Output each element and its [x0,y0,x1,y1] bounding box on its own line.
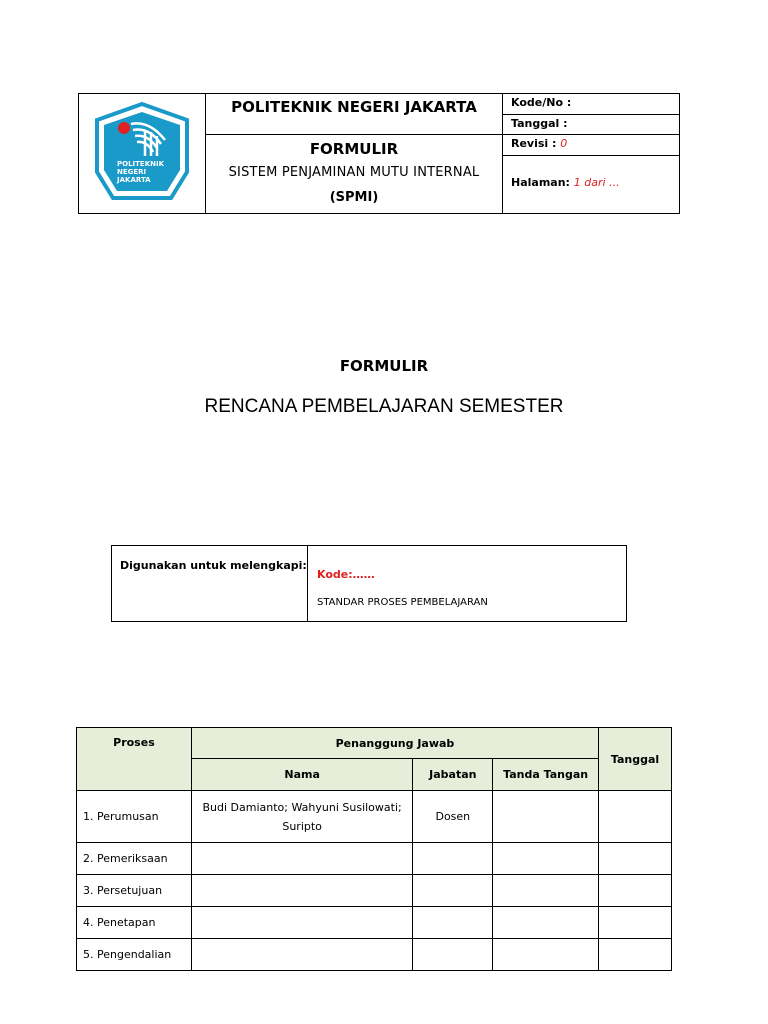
header-meta-cell [503,94,679,213]
header-nama: Nama [191,759,412,791]
row-jabatan: Dosen [413,791,493,843]
revisi-field [511,137,567,150]
header-tanggal: Tanggal [599,728,672,791]
revisi-label: Revisi : [511,137,557,150]
row-nama[interactable] [191,875,412,907]
header-title-cell [206,94,503,213]
system-abbr: (SPMI) [329,190,379,205]
row-tanda-tangan[interactable] [493,875,599,907]
row-nama-line2: Suripto [282,819,322,833]
row-jabatan[interactable] [413,939,493,971]
row-tanda-tangan[interactable] [493,907,599,939]
row-proses: 3. Persetujuan [77,875,192,907]
row-tanggal[interactable] [599,843,672,875]
table-row [77,791,672,843]
halaman-field [511,176,620,189]
halaman-value: 1 dari ... [573,176,620,189]
logo-text-2: NEGERI [117,168,147,176]
row-nama-line1: Budi Damianto; Wahyuni Susilowati; [202,800,402,814]
row-tanggal[interactable] [599,939,672,971]
institution-name: POLITEKNIK NEGERI JAKARTA [231,98,477,116]
kode-label: Kode/No : [511,96,572,109]
row-tanda-tangan[interactable] [493,939,599,971]
table-row [77,939,672,971]
logo-cell [79,94,206,213]
table-row [77,907,672,939]
row-nama[interactable] [191,939,412,971]
header-penanggung-jawab: Penanggung Jawab [191,728,598,759]
halaman-label: Halaman: [511,176,570,189]
table-row [77,875,672,907]
table-row [77,843,672,875]
header-proses: Proses [77,728,192,791]
usage-label-cell [112,546,308,621]
form-title: FORMULIR [309,140,399,158]
tanggal-label: Tanggal : [511,117,568,130]
row-tanda-tangan[interactable] [493,843,599,875]
document-header [78,93,680,214]
row-nama[interactable] [191,843,412,875]
row-proses: 1. Perumusan [77,791,192,843]
usage-label: Digunakan untuk melengkapi: [120,559,307,572]
document-title: FORMULIR [339,357,429,375]
logo-text-3: JAKARTA [117,176,151,184]
usage-standard: STANDAR PROSES PEMBELAJARAN [317,597,488,608]
row-proses: 5. Pengendalian [77,939,192,971]
logo-text-1: POLITEKNIK [117,160,165,168]
usage-box [111,545,627,622]
row-tanggal[interactable] [599,907,672,939]
header-tanda-tangan: Tanda Tangan [493,759,599,791]
row-tanda-tangan[interactable] [493,791,599,843]
header-jabatan: Jabatan [413,759,493,791]
row-tanggal[interactable] [599,875,672,907]
pnj-logo [79,94,205,213]
revisi-value: 0 [560,137,568,150]
row-jabatan[interactable] [413,875,493,907]
process-table [76,727,672,971]
row-proses: 4. Penetapan [77,907,192,939]
row-jabatan[interactable] [413,907,493,939]
row-jabatan[interactable] [413,843,493,875]
row-nama [191,791,412,843]
usage-kode: Kode:…… [317,568,375,581]
row-proses: 2. Pemeriksaan [77,843,192,875]
row-tanggal[interactable] [599,791,672,843]
system-name: SISTEM PENJAMINAN MUTU INTERNAL [228,165,480,180]
row-nama[interactable] [191,907,412,939]
document-subtitle: RENCANA PEMBELAJARAN SEMESTER [204,396,564,417]
